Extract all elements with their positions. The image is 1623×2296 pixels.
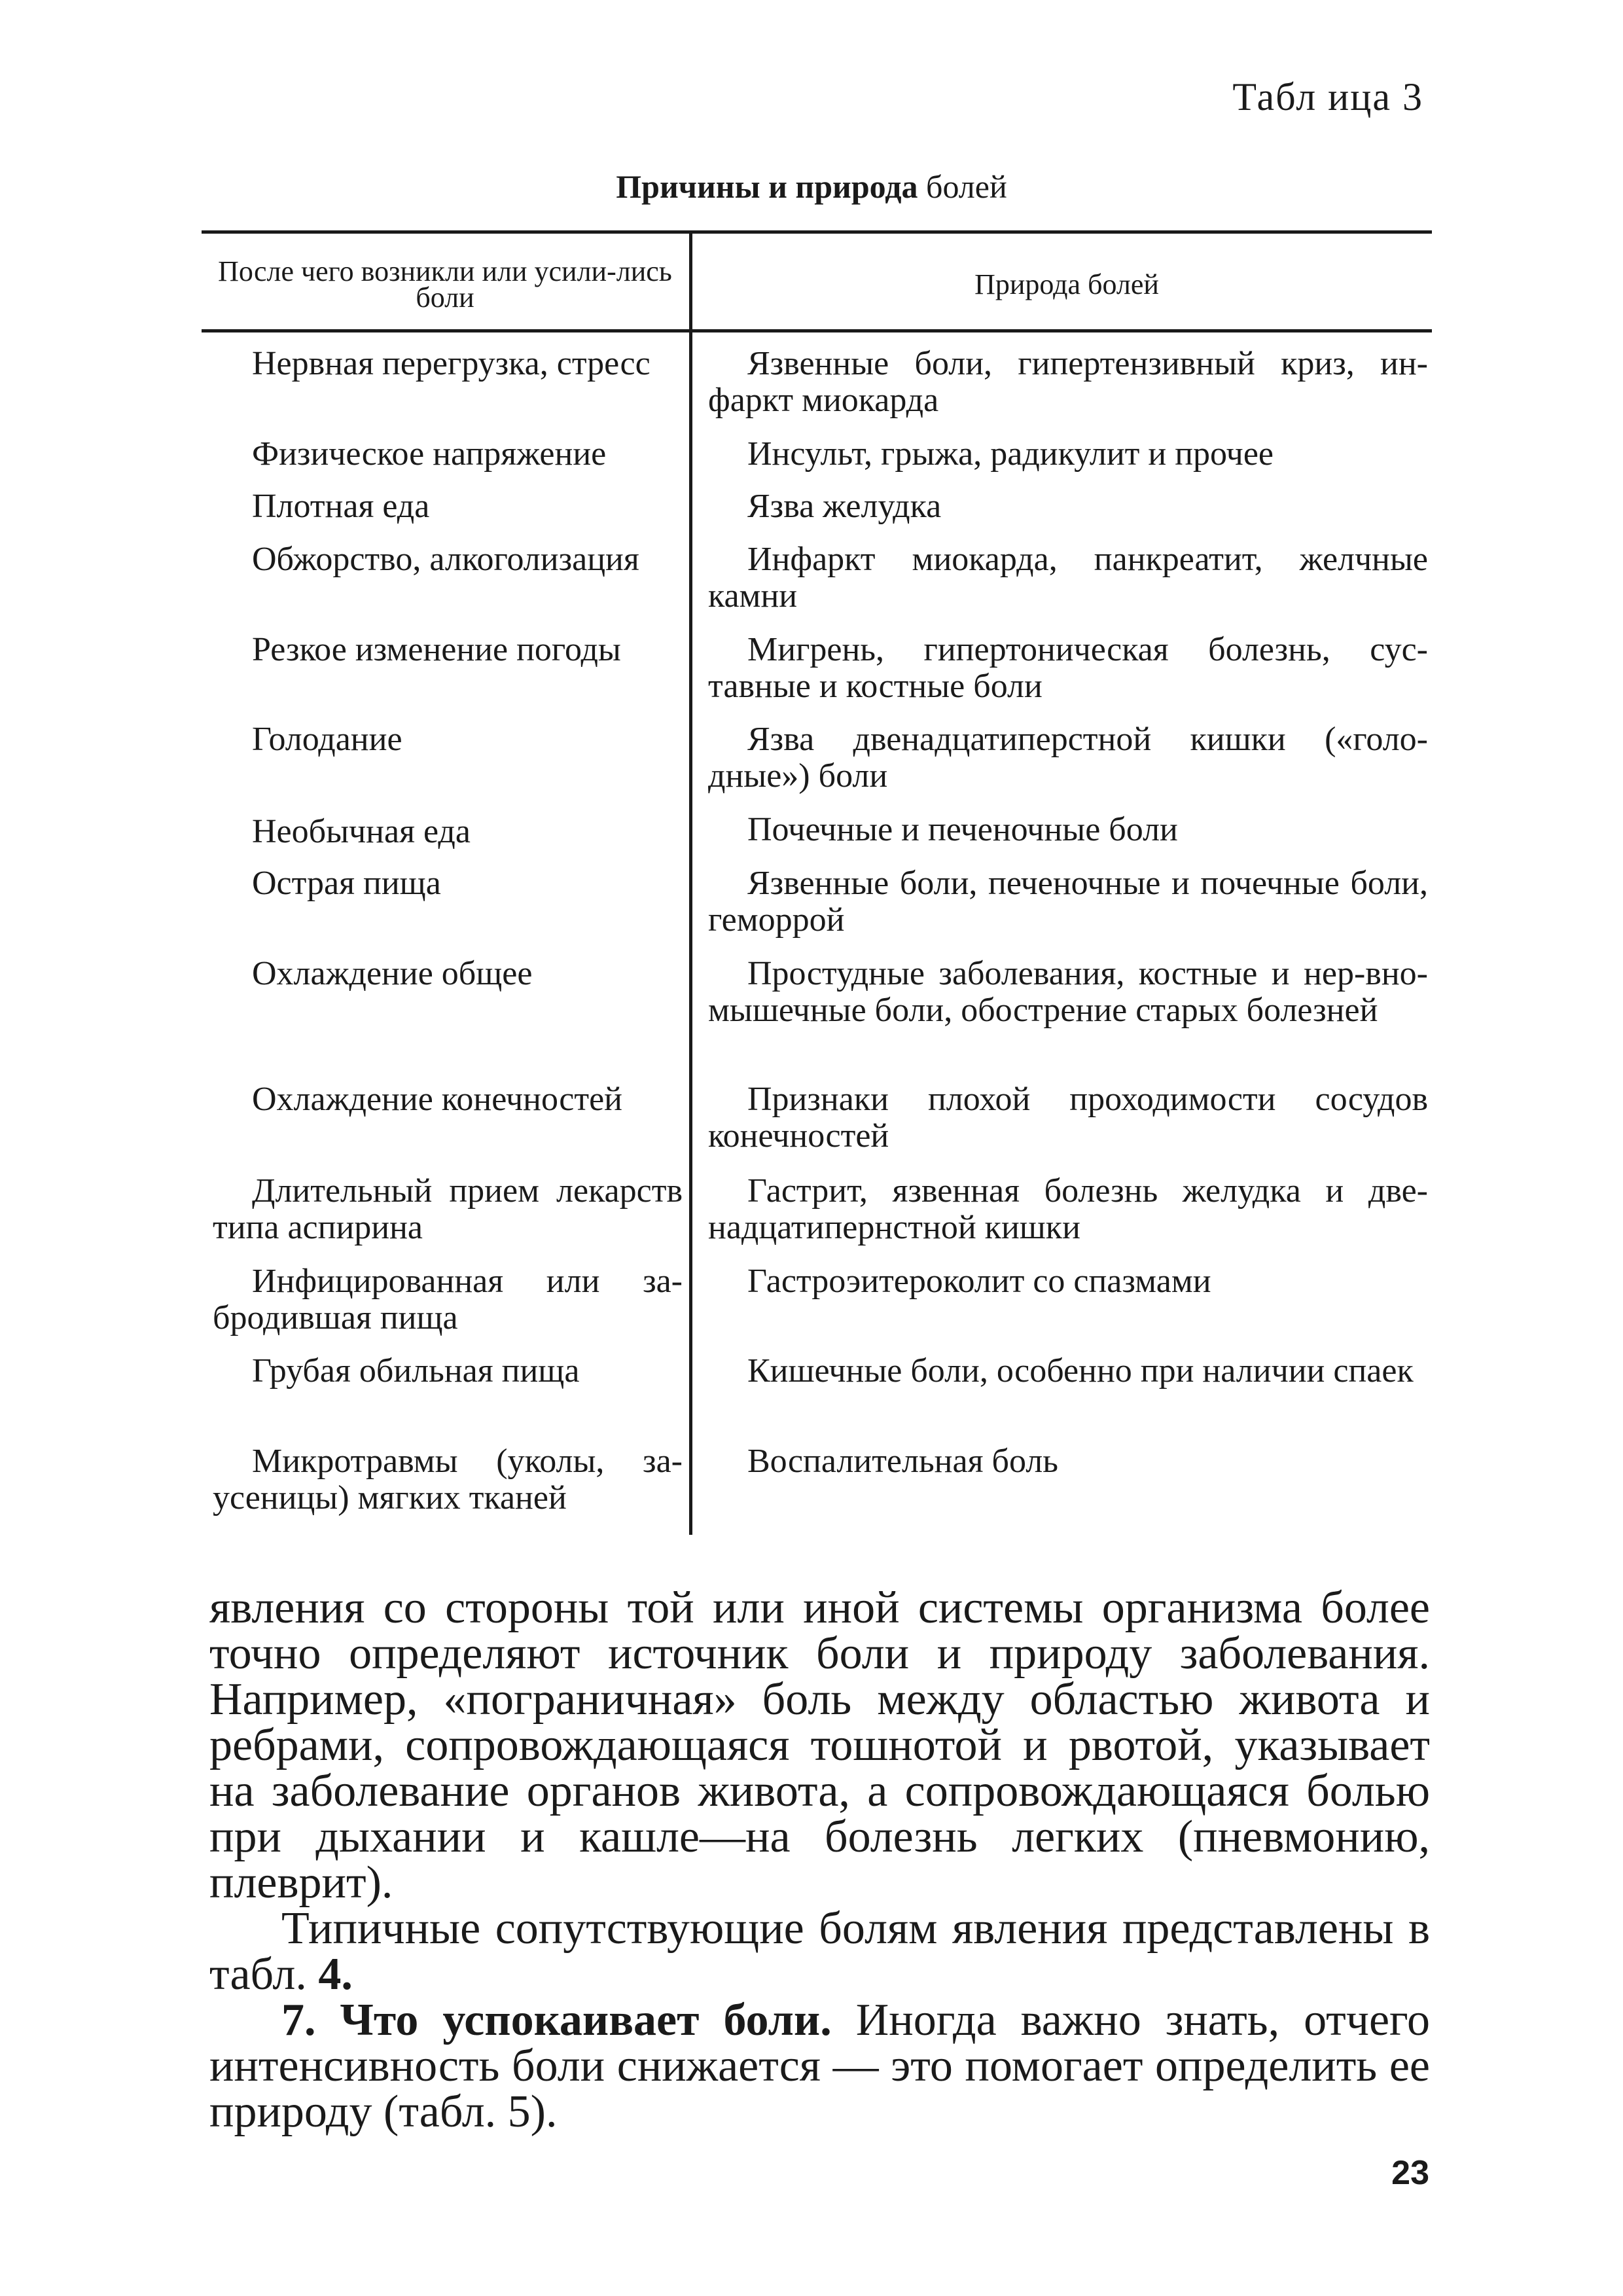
table-cell-nature: Язвенные боли, печеночные и почечные боли, геморрой [708, 865, 1428, 939]
table-cell-cause: Охлаждение конечностей [252, 1081, 623, 1118]
table-cell-cause: Необычная еда [252, 813, 471, 850]
paragraph-2: Типичные сопутствующие болям явления представлены в табл. 4. [209, 1903, 1430, 2000]
table-header-nature: Природа болей [974, 268, 1159, 300]
table-cell-cause: Охлаждение общее [252, 955, 533, 992]
body-text [209, 1585, 1430, 2135]
table-label: Табл ица 3 [1232, 75, 1423, 118]
page-number: 23 [1391, 2154, 1429, 2192]
table-cell-cause: Нервная перегрузка, стресс [252, 345, 651, 382]
table-header-rule [202, 329, 1432, 332]
table-cell-cause: Физическое напряжение [252, 435, 607, 473]
table-cell-cause: Острая пища [252, 865, 441, 902]
table-cell-cause: Инфицированная или за-бродившая пища [213, 1263, 683, 1336]
table-cell-nature: Язва желудка [747, 488, 942, 525]
table-cell-nature: Признаки плохой проходимости сосудов конечностей [708, 1081, 1428, 1155]
table-cell-nature: Простудные заболевания, костные и нер-вно-мышечные боли, обострение старых болезней [708, 955, 1428, 1029]
table-cell-nature: Гастроэитероколит со спазмами [747, 1263, 1211, 1300]
table-title-rest: болей [918, 168, 1007, 205]
table-top-rule [202, 230, 1432, 234]
table-cell-nature: Почечные и печеночные боли [747, 811, 1178, 848]
table-column-divider [689, 230, 692, 1535]
section-heading: 7. Что успокаивает боли. [281, 1995, 832, 2045]
table-cell-cause: Плотная еда [252, 488, 430, 525]
table-cell-nature: Гастрит, язвенная болезнь желудка и две-надцатипернстной кишки [708, 1172, 1428, 1246]
table-cell-cause: Голодание [252, 721, 402, 758]
table-title [0, 170, 1623, 203]
table-cell-nature: Кишечные боли, особенно при наличии спаек [747, 1352, 1414, 1390]
table-header-cause: После чего возникли или усили-лись боли [218, 255, 672, 314]
table-title-bold: Причины и природа [616, 168, 918, 205]
table-cell-nature: Язва двенадцатиперстной кишки («голо-дные») боли [708, 721, 1428, 795]
table-cell-cause: Грубая обильная пища [252, 1352, 580, 1390]
table-cell-cause: Резкое изменение погоды [252, 631, 621, 668]
table-cell-cause: Микротравмы (уколы, за-усеницы) мягких тканей [213, 1443, 683, 1516]
table-cell-nature: Мигрень, гипертоническая болезнь, сус-тавные и костные боли [708, 631, 1428, 705]
table-cell-cause: Длительный прием лекарств типа аспирина [213, 1172, 683, 1246]
table-reference: 4. [318, 1949, 353, 2000]
table-cell-nature: Язвенные боли, гипертензивный криз, ин-фаркт миокарда [708, 345, 1428, 419]
paragraph-1: явления со стороны той или иной системы организма более точно определяют источник боли и природу заболевания. Например, «пограничная» боль между областью живота и ребрами, сопровождающаяся тошнотой и рвотой, указывает на заболевание органов живота, а сопровождающаяся болью при дыхании и кашле—на болезнь легких (пневмонию, плеврит). [209, 1583, 1430, 1908]
table-cell-cause: Обжорство, алкоголизация [252, 541, 639, 578]
paragraph-3: 7. Что успокаивает боли. Иногда важно знать, отчего интенсивность боли снижается — это помогает определить ее природу (табл. 5). [209, 1995, 1431, 2137]
table-cell-nature: Воспалительная боль [747, 1443, 1058, 1480]
table-cell-nature: Инфаркт миокарда, панкреатит, желчные камни [708, 541, 1428, 615]
table-cell-nature: Инсульт, грыжа, радикулит и прочее [747, 435, 1274, 473]
